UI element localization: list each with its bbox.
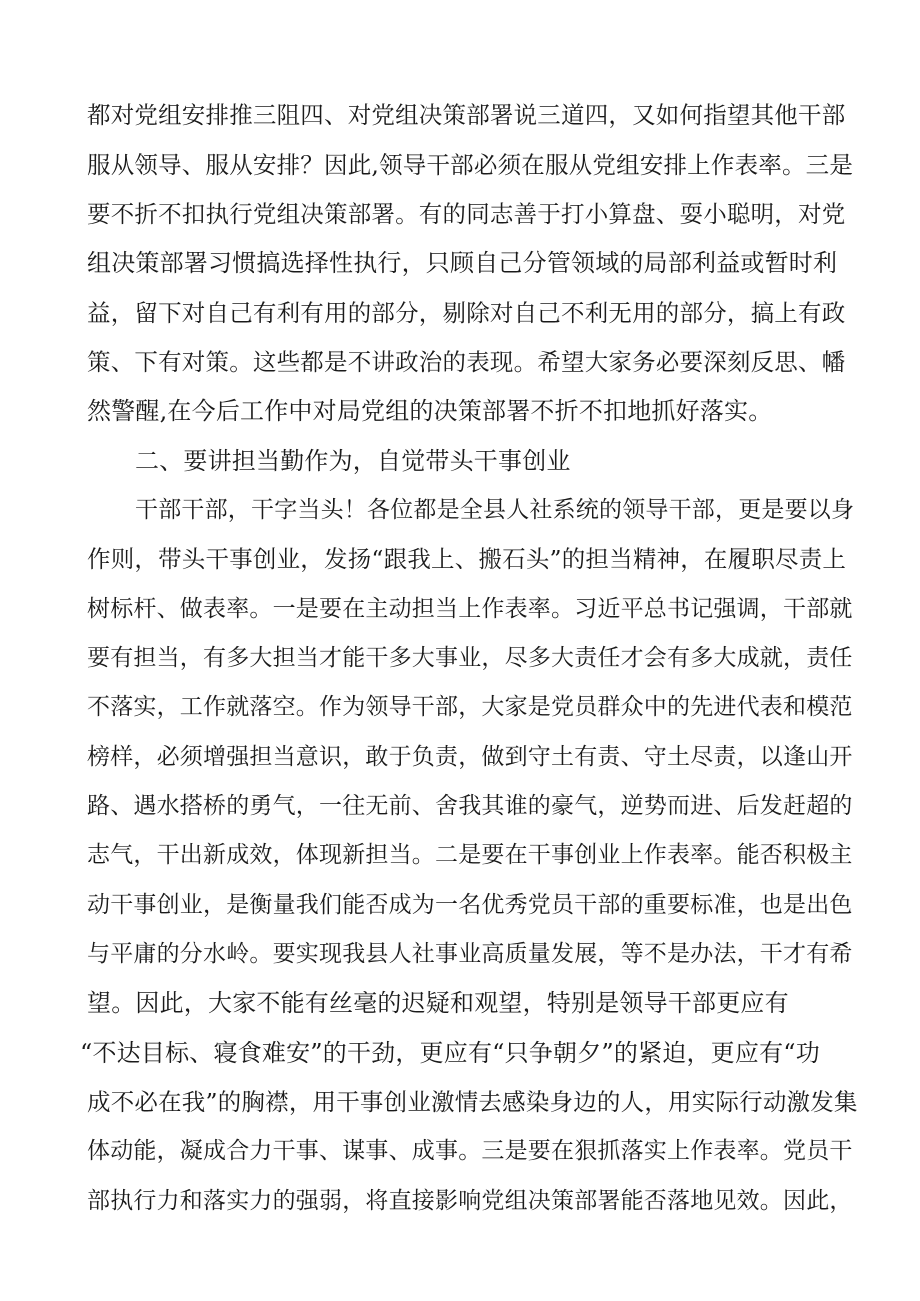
text-line: 要有担当，有多大担当才能干多大事业，尽多大责任才会有多大成就，责任 — [87, 645, 853, 671]
text-line: 部执行力和落实力的强弱，将直接影响党组决策部署能否落地见效。因此， — [87, 1188, 853, 1214]
text-line: 树标杆、做表率。一是要在主动担当上作表率。习近平总书记强调，干部就 — [87, 596, 853, 622]
text-line: 榜样，必须增强担当意识，敢于负责，做到守土有责、守土尽责，以逢山开 — [87, 744, 853, 770]
text-line: 望。因此，大家不能有丝毫的迟疑和观望，特别是领导干部更应有 — [87, 989, 789, 1017]
text-line: 要不折不扣执行党组决策部署。有的同志善于打小算盘、耍小聪明，对党 — [87, 200, 846, 228]
text-line: 干部干部，干字当头！各位都是全县人社系统的领导干部，更是要以身 — [135, 497, 855, 523]
text-line: 志气，干出新成效，体现新担当。二是要在干事创业上作表率。能否积极主 — [87, 842, 853, 868]
text-line: 不落实，工作就落空。作为领导干部，大家是党员群众中的先进代表和模范 — [87, 694, 853, 720]
text-line: 与平庸的分水岭。要实现我县人社事业高质量发展，等不是办法，干才有希 — [87, 941, 853, 967]
text-line: 作则，带头干事创业，发扬“跟我上、搬石头”的担当精神，在履职尽责上 — [87, 545, 847, 573]
text-line: 动干事创业，是衡量我们能否成为一名优秀党员干部的重要标准，也是出色 — [87, 892, 853, 918]
text-line: “不达目标、寝食难安”的干劲，更应有“只争朝夕”的紧迫，更应有“功 — [80, 1039, 820, 1067]
text-line: 然警醒,在今后工作中对局党组的决策部署不折不扣地抓好落实。 — [87, 397, 773, 425]
text-line: 体动能，凝成合力干事、谋事、成事。三是要在狠抓落实上作表率。党员干 — [87, 1138, 853, 1164]
text-line: 策、下有对策。这些都是不讲政治的表现。希望大家务必要深刻反思、幡 — [87, 348, 846, 376]
text-line: 都对党组安排推三阻四、对党组决策部署说三道四，又如何指望其他干部 — [87, 101, 846, 129]
text-line: 服从领导、服从安排？因此,领导干部必须在服从党组安排上作表率。三是 — [87, 151, 854, 179]
text-line: 组决策部署习惯搞选择性执行，只顾自己分管领域的局部利益或暂时利 — [87, 249, 838, 277]
section-heading: 二、要讲担当勤作为，自觉带头干事创业 — [135, 447, 571, 475]
text-line: 路、遇水搭桥的勇气，一往无前、舍我其谁的豪气，逆势而进、后发赶超的 — [87, 793, 853, 819]
text-line: 益，留下对自己有利有用的部分，剔除对自己不利无用的部分，搞上有政 — [87, 299, 846, 327]
text-line: 成不必在我”的胸襟，用干事创业激情去感染身边的人，用实际行动激发集 — [87, 1088, 858, 1116]
